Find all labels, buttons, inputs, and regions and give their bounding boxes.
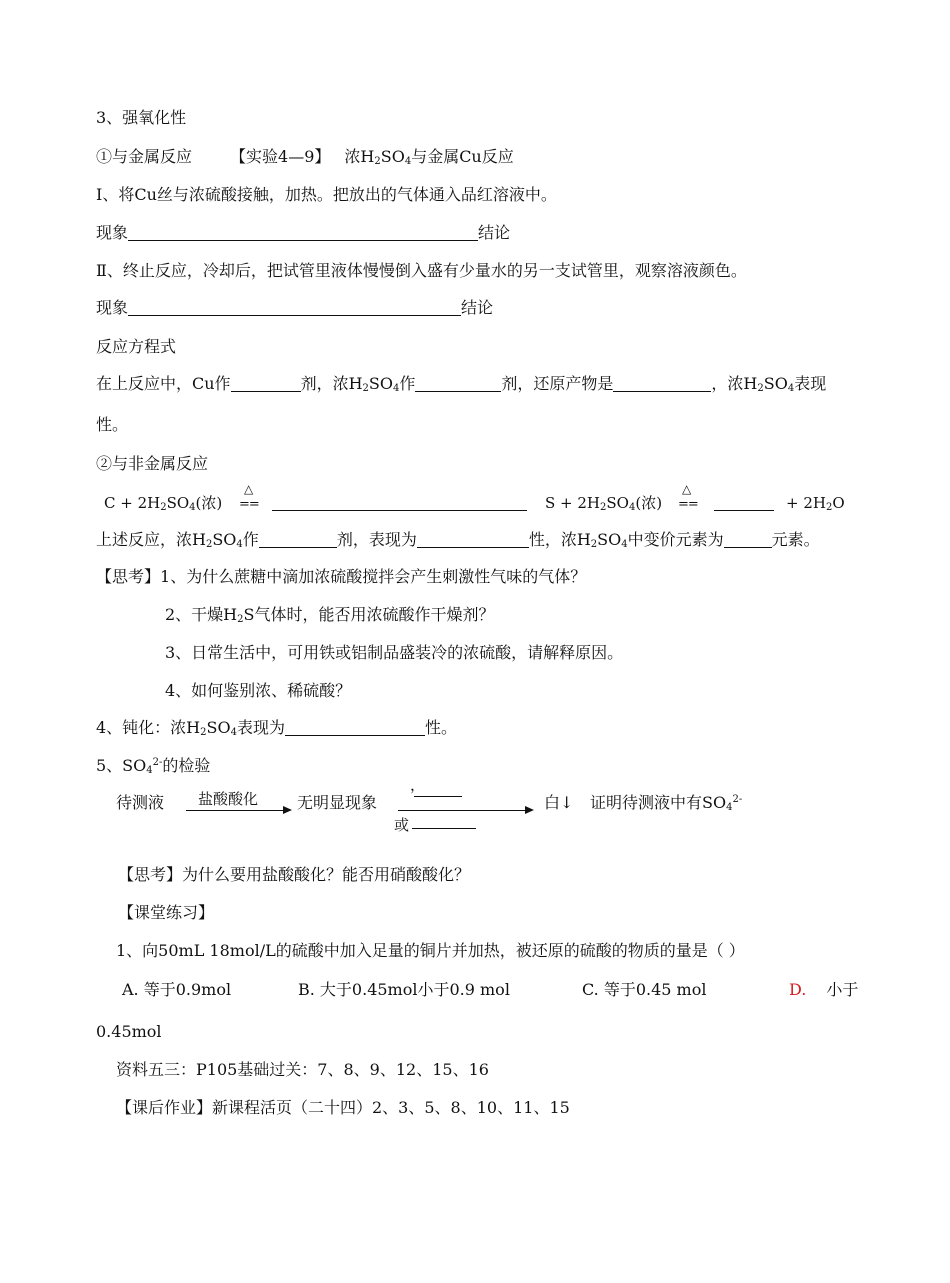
metal-reaction-line — [96, 147, 514, 167]
flow-arrow-2 — [398, 810, 532, 811]
reaction-fill-continuation: 性。 — [96, 415, 129, 434]
blank-reduction-product[interactable] — [613, 375, 711, 392]
flow-white-precipitate: 白↓ — [544, 793, 574, 812]
fill-text: SO — [368, 374, 393, 393]
fill-text: 作 — [399, 374, 416, 393]
step-one-text: Ⅰ、将Cu丝与浓硫酸接触，加热。把放出的气体通入品红溶液中。 — [96, 185, 557, 204]
homework-line: 【课后作业】新课程活页（二十四）2、3、5、8、10、11、15 — [116, 1098, 570, 1117]
flow-dot: ， — [410, 776, 426, 794]
think-question-2: 2、干燥$H_2S$气体时，能否用浓硫酸作干燥剂？ — [165, 605, 495, 625]
equation-label: 反应方程式 — [96, 337, 177, 356]
think-q1: 1、为什么蔗糖中滴加浓硫酸搅拌会产生刺激性气味的气体？ — [160, 567, 587, 586]
option-b[interactable]: B. 大于0.45mol小于0.9 mol — [298, 980, 510, 999]
conclusion-label: 结论 — [478, 223, 511, 242]
practice-q1-stem: 1、向50mL 18mol/L的硫酸中加入足量的铜片并加热，被还原的硫酸的物质的量是（ ） — [116, 941, 745, 960]
fill-text: 元素。 — [771, 530, 820, 549]
equals-sign: == — [678, 497, 698, 512]
equals-sign: == — [239, 497, 259, 512]
think-question-1 — [96, 567, 586, 587]
blank-element[interactable] — [724, 531, 772, 548]
sulfate-test-heading: 5、$SO_4^{2-}$的检验 — [96, 756, 211, 776]
fill-text: 性，浓H — [528, 530, 591, 549]
experiment-label: 【实验4—9】 — [230, 147, 331, 166]
flow-sample: 待测液 — [116, 793, 165, 812]
practice-label: 【课堂练习】 — [118, 903, 215, 922]
option-d-letter: D. — [789, 980, 807, 999]
section-heading-strong-oxidation: 3、强氧化性 — [96, 108, 187, 127]
think-acidify-question: 【思考】为什么要用盐酸酸化？能否用硝酸酸化？ — [118, 865, 471, 884]
observation-line-2 — [96, 298, 493, 318]
option-d-text: 小于 — [826, 980, 859, 999]
fill-text: 在上反应中，Cu作 — [96, 374, 231, 393]
blank-reagent-2[interactable] — [412, 812, 476, 829]
option-c[interactable]: C. 等于0.45 mol — [582, 980, 707, 999]
fill-text: SO — [212, 530, 237, 549]
fill-text: 中变价元素为 — [627, 530, 724, 549]
conclusion-label: 结论 — [461, 298, 494, 317]
blank-carbon-products[interactable] — [272, 494, 527, 511]
nonmetal-fill-line: 上述反应，浓$H_2SO_4$作 剂，表现为 性，浓$H_2SO_4$中变价元素为 元素。 — [96, 530, 820, 550]
flow-no-change: 无明显现象 — [297, 793, 378, 812]
metal-reaction-title: ①与金属反应 — [96, 147, 193, 166]
experiment-desc: 浓$H_2SO_4$与金属Cu反应 — [344, 147, 514, 167]
think-question-3: 3、日常生活中，可用铁或铝制品盛装冷的浓硫酸，请解释原因。 — [165, 643, 624, 662]
option-a[interactable]: A. 等于0.9mol — [122, 980, 232, 999]
blank-acid-role[interactable] — [415, 375, 501, 392]
blank-sulfur-product[interactable] — [714, 494, 774, 511]
fill-text: 剂，浓H — [300, 374, 363, 393]
option-d[interactable] — [789, 980, 858, 1000]
carbon-reactants: $C + 2H_2SO_4$(浓) — [104, 494, 223, 513]
flow-acidify-label: 盐酸酸化 — [198, 790, 259, 808]
sulfur-reactants: $S + 2H_2SO_4$(浓) — [545, 494, 663, 513]
fill-text: 上述反应，浓H — [96, 530, 206, 549]
option-d-continuation: 0.45mol — [96, 1022, 162, 1041]
fill-text: SO — [763, 374, 788, 393]
observation-line-1 — [96, 223, 510, 243]
phenomenon-blank-1[interactable] — [128, 224, 478, 241]
heat-delta-icon: △ — [682, 482, 692, 496]
fill-text: 剂，还原产物是 — [501, 374, 614, 393]
water-product: + $2H_2O$ — [786, 494, 845, 513]
heat-delta-icon: △ — [244, 482, 254, 496]
blank-cu-role[interactable] — [231, 375, 301, 392]
blank-passivation[interactable] — [285, 719, 425, 736]
reference-material: 资料五三：P105基础过关：7、8、9、12、15、16 — [116, 1060, 489, 1079]
phenomenon-label: 现象 — [96, 298, 129, 317]
phenomenon-label: 现象 — [96, 223, 129, 242]
fill-text: 剂，表现为 — [336, 530, 417, 549]
passivation-line: 4、钝化：浓$H_2SO_4$表现为 性。 — [96, 718, 457, 738]
fill-text: 作 — [242, 530, 259, 549]
blank-property[interactable] — [417, 531, 529, 548]
think-label: 【思考】 — [96, 567, 161, 586]
nonmetal-reaction-title: ②与非金属反应 — [96, 454, 209, 473]
phenomenon-blank-2[interactable] — [128, 299, 461, 316]
flow-arrow-1 — [186, 810, 290, 811]
fill-text: ，浓H — [711, 374, 758, 393]
step-two-text: Ⅱ、终止反应，冷却后，把试管里液体慢慢倒入盛有少量水的另一支试管里，观察溶液颜色。 — [96, 261, 747, 280]
fill-text: 表现 — [794, 374, 827, 393]
fill-text: SO — [597, 530, 622, 549]
reaction-fill-line: 在上反应中，Cu作 剂，浓$H_2SO_4$作 剂，还原产物是 ，浓$H_2SO_4$表现 — [96, 374, 827, 394]
blank-reagent-1[interactable] — [414, 780, 462, 797]
think-question-4: 4、如何鉴别浓、稀硫酸？ — [165, 681, 352, 700]
blank-acid-role-2[interactable] — [259, 531, 337, 548]
flow-or: 或 — [394, 816, 410, 834]
flow-proof: 证明待测液中有$SO_4^{2-}$ — [590, 793, 743, 813]
